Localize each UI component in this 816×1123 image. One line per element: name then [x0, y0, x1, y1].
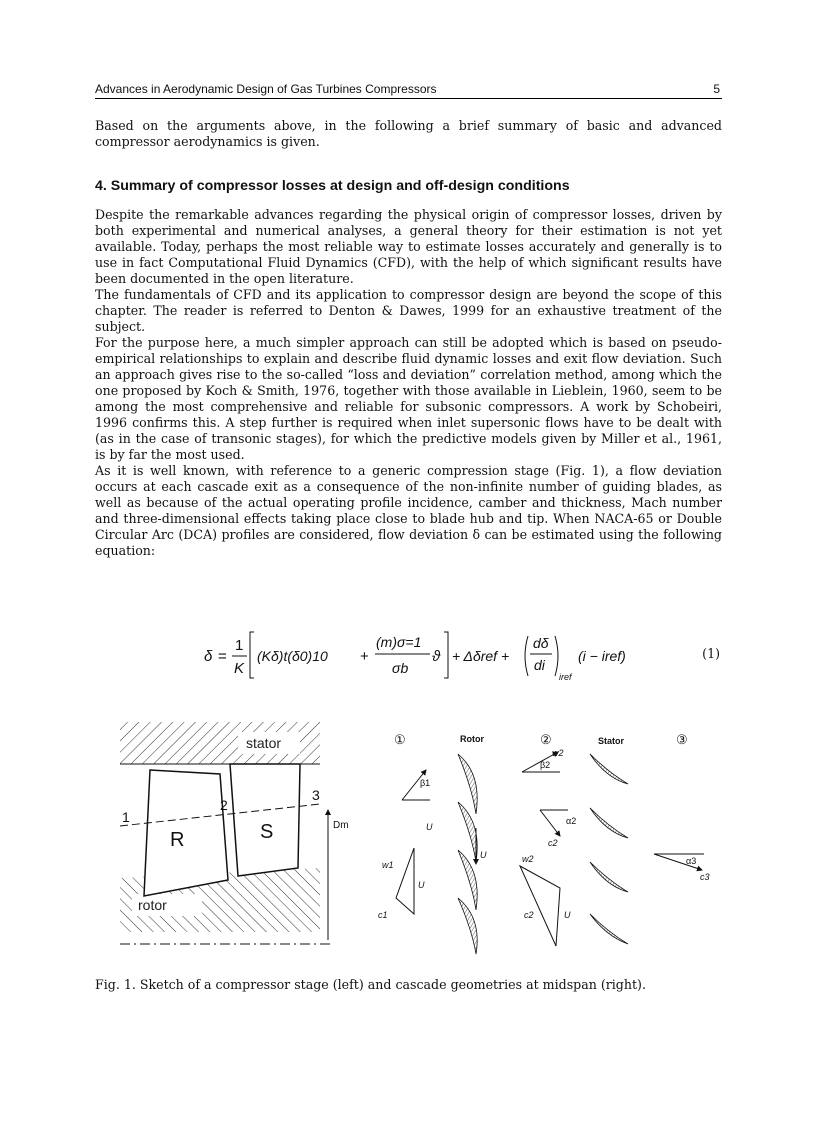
page-number: 5: [713, 82, 720, 96]
eq-theta: ϑ: [432, 648, 441, 665]
eq-paren-right: [555, 636, 558, 676]
eq-delta-ref: + Δδref +: [452, 648, 510, 664]
section-body: [95, 207, 722, 559]
equation-graphic: [200, 628, 630, 684]
c1-label: c1: [378, 910, 388, 920]
stator-vane-1: [590, 754, 628, 784]
U2-label: U: [418, 880, 425, 890]
dm-label: Dm: [333, 820, 349, 831]
stator-S-label: S: [260, 821, 274, 843]
beta2-label: β2: [540, 760, 551, 770]
figure-graphic: [120, 718, 720, 958]
c2-vector-top: [540, 810, 560, 836]
stator-label: stator: [246, 735, 282, 751]
paragraph-4: As it is well known, with reference to a generic compression stage (Fig. 1), a flow deviation occurs at each cascade exit as a consequence of the non-infinite number of guiding blades, as well as because of the actual operating profile incidence, camber and thickness, Mach number and three-dimensional effects taking place close to blade hub and tip. When NACA-65 or Double Circular Arc (DCA) profiles are considered, flow deviation δ can be estimated using the following equation:: [95, 463, 722, 558]
rotor-blade: [144, 770, 228, 896]
eq-term1: (Kδ)t(δ0)10: [257, 648, 328, 664]
rotor-label: rotor: [138, 897, 167, 913]
c2-top-label: c2: [548, 838, 558, 848]
eq-sigma-b: σb: [392, 660, 409, 676]
eq-last-term: (i − iref): [578, 648, 626, 664]
triangle-1: [396, 848, 414, 914]
station-circle-3: ③: [676, 732, 688, 747]
running-header-title: Advances in Aerodynamic Design of Gas Turbines Compressors: [95, 82, 437, 96]
eq-di: di: [534, 657, 545, 673]
eq-plus-1: +: [360, 648, 369, 665]
station-circle-1: ①: [394, 732, 406, 747]
eq-d-delta: dδ: [533, 635, 549, 651]
equation-1: [200, 628, 720, 684]
cascade-sketch: [378, 732, 710, 954]
figure-caption: Fig. 1. Sketch of a compressor stage (left) and cascade geometries at midspan (right).: [95, 976, 646, 992]
eq-bracket-left: [250, 632, 254, 678]
stage-sketch: [120, 722, 349, 944]
alpha3-label: α3: [686, 856, 697, 866]
station-1-label: 1: [122, 809, 130, 825]
eq-K: K: [234, 660, 245, 677]
c3-label: c3: [700, 872, 710, 882]
station-3-label: 3: [312, 787, 320, 803]
eq-equals: =: [218, 648, 227, 665]
eq-bracket-right: [444, 632, 448, 678]
eq-one: 1: [235, 637, 244, 654]
stator-vane-2: [590, 808, 628, 838]
stator-vanes: [590, 754, 628, 944]
U4-label: U: [426, 822, 433, 832]
rotor-R-label: R: [170, 829, 185, 851]
stator-vane-3: [590, 862, 628, 892]
w2-bottom-label: w2: [522, 854, 534, 864]
beta1-label: β1: [420, 778, 431, 788]
alpha2-label: α2: [566, 816, 577, 826]
intro-paragraph: Based on the arguments above, in the following a brief summary of basic and advanced compressor aerodynamics is given.: [95, 118, 722, 149]
triangle-2: [520, 866, 560, 946]
eq-paren-left: [525, 636, 528, 676]
rotor-blades: [458, 754, 477, 954]
equation-number: (1): [702, 646, 720, 661]
station-2-label: 2: [220, 797, 228, 813]
stator-cascade-label: Stator: [598, 736, 625, 746]
c2-bottom-label: c2: [524, 910, 534, 920]
w2-top-label: w2: [552, 748, 564, 758]
intro-block: [95, 118, 722, 150]
U3-label: U: [564, 910, 571, 920]
paragraph-1: Despite the remarkable advances regarding the physical origin of compressor losses, driven by both experimental and numerical analyses, a general theory for their estimation is not yet available. Today, perhaps the most reliable way to estimate losses accurately and generally is to use in fact Computational Fluid Dynamics (CFD), with the help of which significant results have been documented in the open literature.: [95, 207, 722, 286]
stator-vane: [230, 764, 300, 876]
paragraph-2: The fundamentals of CFD and its application to compressor design are beyond the scope of this chapter. The reader is referred to Denton & Dawes, 1999 for an exhaustive treatment of the subject.: [95, 287, 722, 334]
station-circle-2: ②: [540, 732, 552, 747]
running-header: [95, 80, 722, 99]
eq-iref-sub: iref: [559, 672, 572, 682]
paragraph-3: For the purpose here, a much simpler approach can still be adopted which is based on pseudo-empirical relationships to explain and describe fluid dynamic losses and exit flow deviation. Such an approach gives rise to the so-called “loss and deviation” correlation method, among which the one proposed by Koch & Smith, 1976, together with those available in Lieblein, 1960, seem to be among the most comprehensive and reliable for subsonic compressors. A work by Schobeiri, 1996 confirms this. A step further is required when inlet supersonic flows have to be dealt with (as in the case of transonic stages), for which the predictive models given by Miller et al., 1961, is by far the most used.: [95, 335, 722, 462]
section-heading: 4. Summary of compressor losses at design and off-design conditions: [95, 178, 570, 194]
figure-1: [120, 718, 720, 958]
eq-lhs: δ: [204, 648, 213, 665]
stator-vane-4: [590, 914, 628, 944]
rotor-U-label: U: [480, 850, 487, 860]
w1-label: w1: [382, 860, 394, 870]
rotor-cascade-label: Rotor: [460, 734, 484, 744]
rotor-blade-4: [458, 898, 477, 954]
eq-m-num: (m)σ=1: [376, 634, 422, 650]
